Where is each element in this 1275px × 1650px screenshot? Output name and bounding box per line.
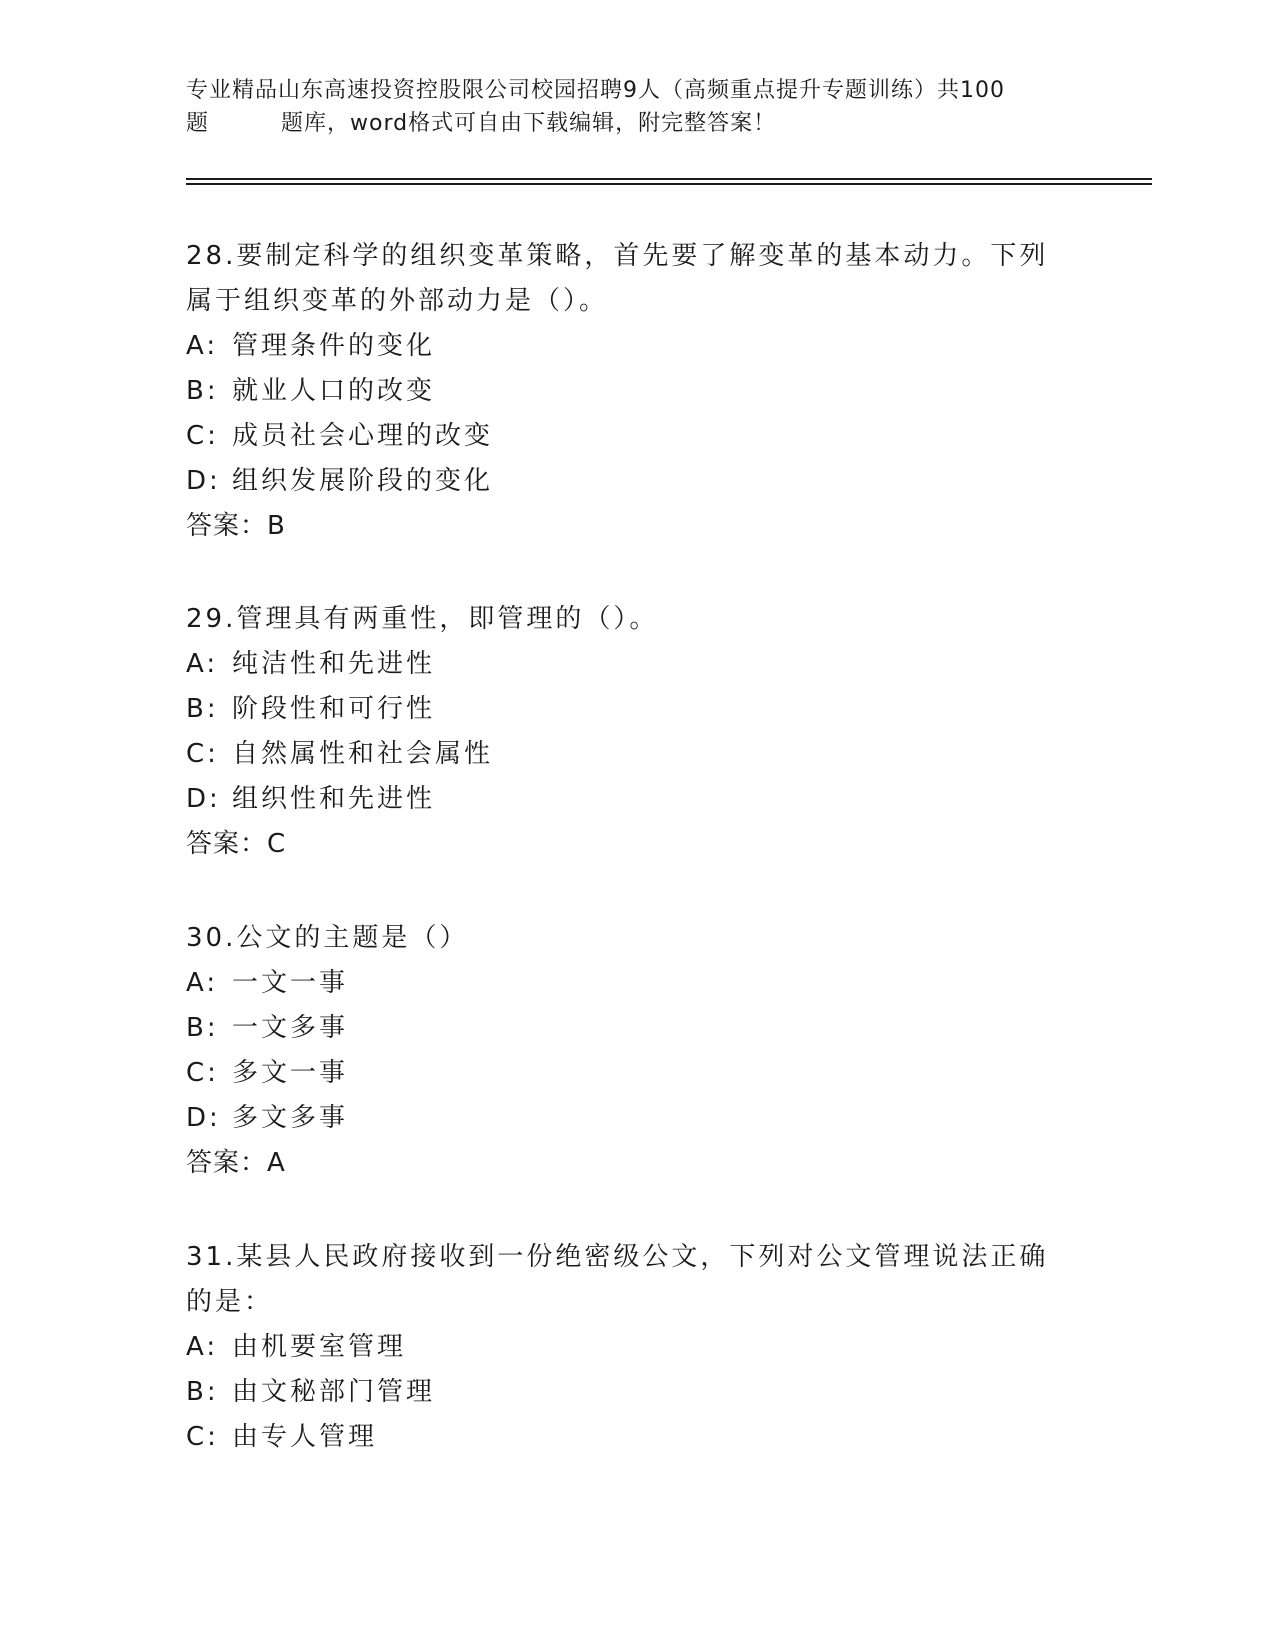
option-letter: C:: [186, 739, 219, 769]
option-text: 纯洁性和先进性: [232, 649, 436, 679]
question-text: 31.某县人民政府接收到一份绝密级公文，下列对公文管理说法正确的是：: [186, 1242, 1049, 1317]
header-line-2-rest: 题库，word格式可自由下载编辑，附完整答案！: [281, 111, 777, 136]
option-letter: C:: [186, 421, 219, 451]
option-text: 成员社会心理的改变: [232, 421, 494, 451]
answer-line: 答案：B: [186, 511, 286, 541]
question-text: 28.要制定科学的组织变革策略，首先要了解变革的基本动力。下列属于组织变革的外部动力是（）。: [186, 241, 1049, 316]
question-28: [186, 234, 1066, 549]
option-letter: A:: [186, 968, 219, 998]
option-text: 由专人管理: [232, 1422, 378, 1452]
option-text: 由文秘部门管理: [232, 1377, 436, 1407]
option-text: 多文一事: [232, 1058, 349, 1088]
question-text: 29.管理具有两重性，即管理的（）。: [186, 604, 659, 634]
question-30: [186, 916, 1066, 1186]
option-b: [186, 369, 1066, 414]
option-b: [186, 687, 1066, 732]
option-text: 组织发展阶段的变化: [232, 466, 494, 496]
option-a: [186, 961, 1066, 1006]
option-letter: A:: [186, 649, 219, 679]
header-line-2: [186, 107, 1086, 140]
header-line-1: 专业精品山东高速投资控股限公司校园招聘9人（高频重点提升专题训练）共100: [186, 78, 1005, 103]
option-letter: A:: [186, 331, 219, 361]
option-letter: B:: [186, 1377, 219, 1407]
option-a: [186, 642, 1066, 687]
option-c: [186, 414, 1066, 459]
question-text: 30.公文的主题是（）: [186, 923, 469, 953]
option-a: [186, 1325, 1066, 1370]
option-c: [186, 1051, 1066, 1096]
question-29: [186, 597, 1066, 867]
option-letter: C:: [186, 1058, 219, 1088]
option-text: 组织性和先进性: [232, 784, 436, 814]
option-letter: A:: [186, 1332, 219, 1362]
option-letter: D:: [186, 784, 221, 814]
option-text: 由机要室管理: [232, 1332, 407, 1362]
option-letter: B:: [186, 376, 219, 406]
option-text: 一文一事: [232, 968, 349, 998]
option-b: [186, 1370, 1066, 1415]
option-letter: D:: [186, 1103, 221, 1133]
option-b: [186, 1006, 1066, 1051]
option-a: [186, 324, 1066, 369]
option-c: [186, 1415, 1066, 1460]
option-text: 自然属性和社会属性: [232, 739, 494, 769]
question-31: [186, 1235, 1066, 1460]
option-c: [186, 732, 1066, 777]
option-letter: B:: [186, 1013, 219, 1043]
option-text: 就业人口的改变: [232, 376, 436, 406]
option-text: 一文多事: [232, 1013, 349, 1043]
document-header: [186, 74, 1086, 140]
option-letter: C:: [186, 1422, 219, 1452]
answer-line: 答案：C: [186, 829, 287, 859]
option-letter: D:: [186, 466, 221, 496]
option-text: 管理条件的变化: [232, 331, 436, 361]
option-letter: B:: [186, 694, 219, 724]
option-d: [186, 777, 1066, 822]
option-text: 多文多事: [232, 1103, 349, 1133]
header-divider-top: [186, 178, 1152, 180]
option-d: [186, 1096, 1066, 1141]
option-d: [186, 459, 1066, 504]
header-line-2-start: 题: [186, 111, 210, 136]
answer-line: 答案：A: [186, 1148, 286, 1178]
header-divider-bottom: [186, 183, 1152, 185]
option-text: 阶段性和可行性: [232, 694, 436, 724]
